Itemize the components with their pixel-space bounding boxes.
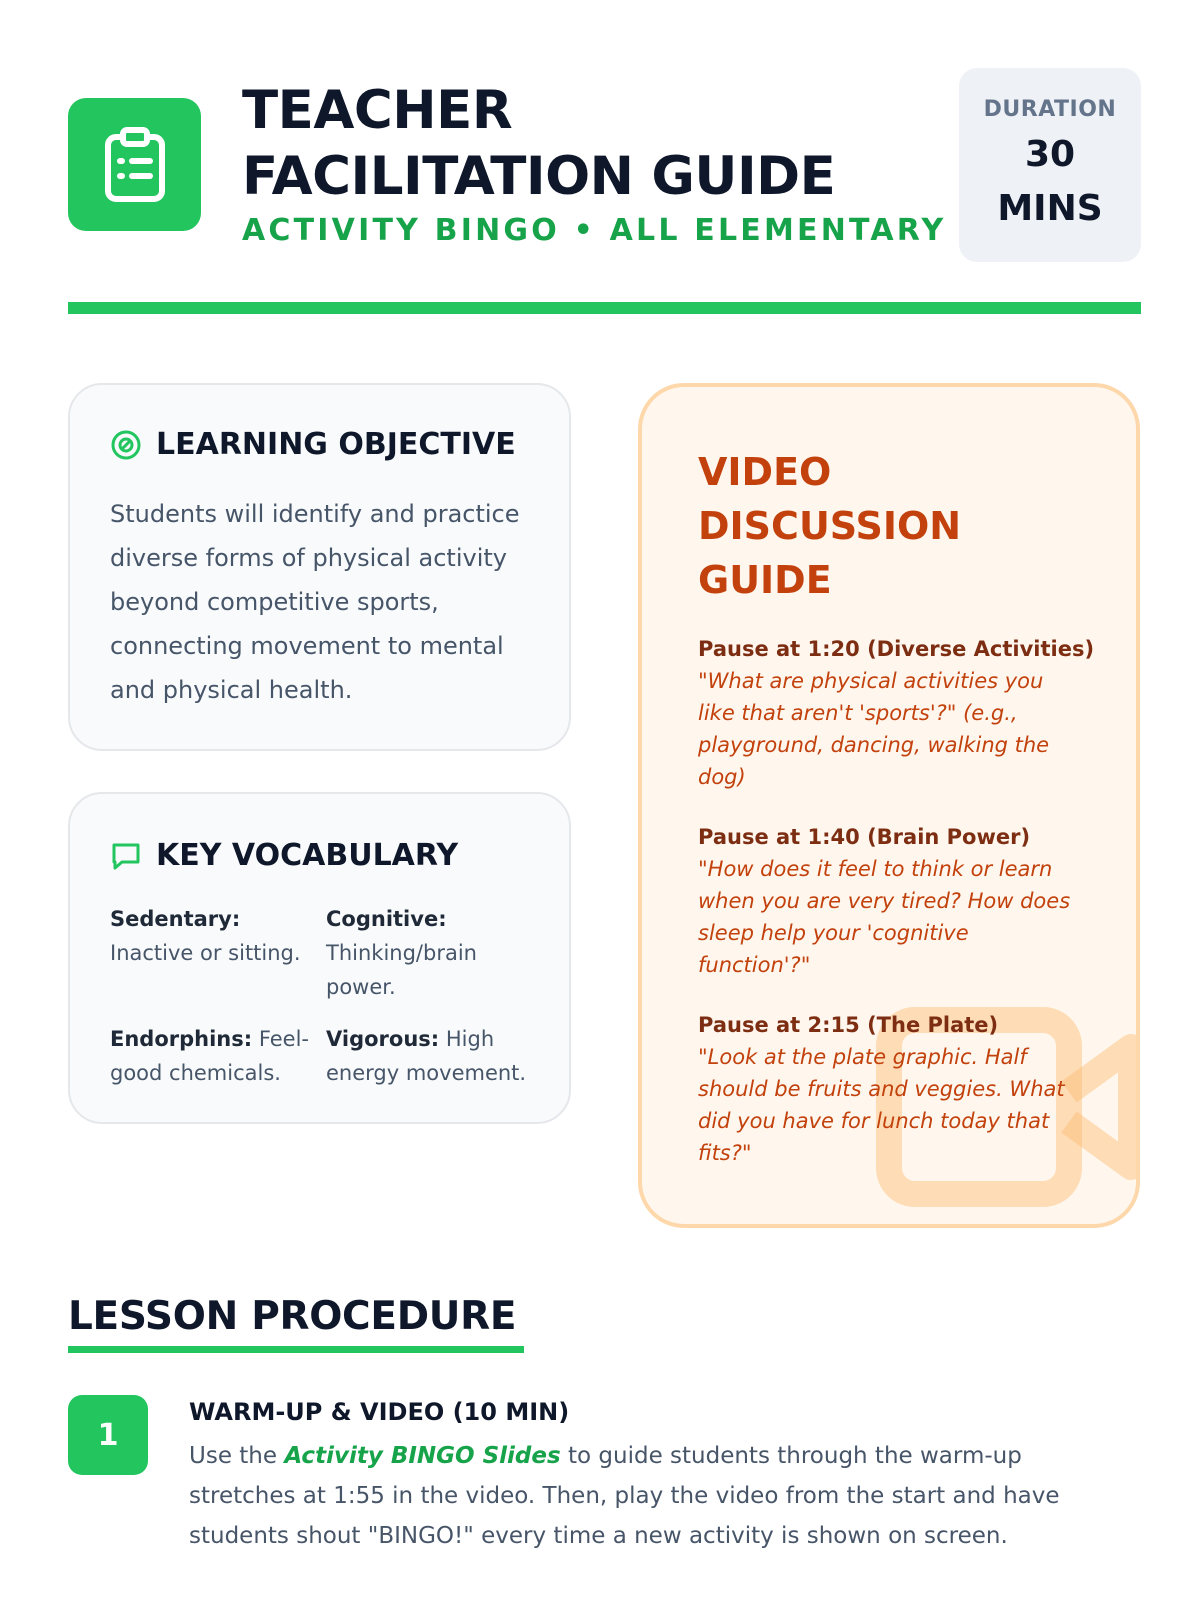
vocab-term: Cognitive: (326, 907, 447, 931)
vocab-term: Sedentary: (110, 907, 241, 931)
page-title (242, 78, 932, 210)
chat-bubble-icon (110, 840, 142, 872)
page-title-line-2: FACILITATION GUIDE (242, 146, 836, 207)
pause-heading: Pause at 1:40 (Brain Power) (698, 825, 1031, 849)
lesson-procedure-underline (68, 1346, 524, 1353)
pause-heading: Pause at 2:15 (The Plate) (698, 1013, 999, 1037)
duration-badge (959, 68, 1141, 262)
vocabulary-list (110, 902, 540, 1090)
learning-objective-text: Students will identify and practice diverse forms of physical activity beyond competitive sports, connecting movement to mental and physical health. (110, 500, 520, 704)
pause-question: "What are physical activities you like that aren't 'sports'?" (e.g., playground, dancing, walking the dog) (698, 669, 1050, 789)
vocab-definition: Inactive or sitting. (110, 941, 301, 965)
pause-question: "Look at the plate graphic. Half should be fruits and veggies. What did you have for lunch today that fits?" (698, 1045, 1065, 1165)
learning-objective-heading (110, 427, 516, 462)
step-text-after: to guide students through the warm-up stretches at 1:55 in the video. Then, play the video from the start and have students shout "BINGO!" every time a new activity is shown on screen. (189, 1443, 1060, 1549)
logo-badge (68, 98, 201, 231)
vocab-term: Endorphins: (110, 1027, 253, 1051)
vocab-definition: High energy movement. (326, 1027, 527, 1085)
video-guide-title-line-2: DISCUSSION (698, 504, 962, 548)
video-guide-title-line-3: GUIDE (698, 558, 832, 602)
vocab-item (326, 1022, 540, 1090)
page-subtitle: ACTIVITY BINGO • ALL ELEMENTARY (242, 213, 947, 248)
pause-heading: Pause at 1:20 (Diverse Activities) (698, 637, 1095, 661)
vocab-item (110, 1022, 326, 1090)
pause-question: "How does it feel to think or learn when you are very tired? How does sleep help your 'cognitive function'?" (698, 857, 1071, 977)
learning-objective-card (68, 383, 571, 751)
vocab-item (110, 902, 326, 1004)
activity-bingo-slides-link[interactable]: Activity BINGO Slides (284, 1443, 561, 1469)
step-heading: WARM-UP & VIDEO (10 MIN) (189, 1398, 570, 1426)
video-guide-title (698, 445, 1078, 607)
video-guide-title-line-1: VIDEO (698, 450, 832, 494)
vocab-item (326, 902, 540, 1004)
page-title-line-1: TEACHER (242, 80, 513, 141)
duration-value: 30 MINS (997, 133, 1103, 229)
target-icon (110, 429, 142, 461)
pause-item (698, 821, 1078, 981)
pause-item (698, 633, 1095, 793)
pause-item (698, 1009, 1078, 1169)
step-text-before: Use the (189, 1443, 285, 1469)
vocab-term: Vigorous: (326, 1027, 440, 1051)
key-vocabulary-heading (110, 838, 458, 873)
key-vocabulary-title: KEY VOCABULARY (156, 838, 459, 873)
vocab-definition: Feel-good chemicals. (110, 1027, 310, 1085)
vocab-definition: Thinking/brain power. (326, 941, 477, 999)
step-description (189, 1436, 1089, 1556)
key-vocabulary-card (68, 792, 571, 1124)
learning-objective-title: LEARNING OBJECTIVE (156, 427, 516, 462)
lesson-procedure-heading: LESSON PROCEDURE (68, 1294, 517, 1339)
video-discussion-card (638, 383, 1140, 1228)
step-number-badge: 1 (68, 1395, 148, 1475)
header-divider (68, 302, 1141, 314)
clipboard-list-icon (104, 127, 166, 203)
duration-label: DURATION (983, 96, 1117, 122)
